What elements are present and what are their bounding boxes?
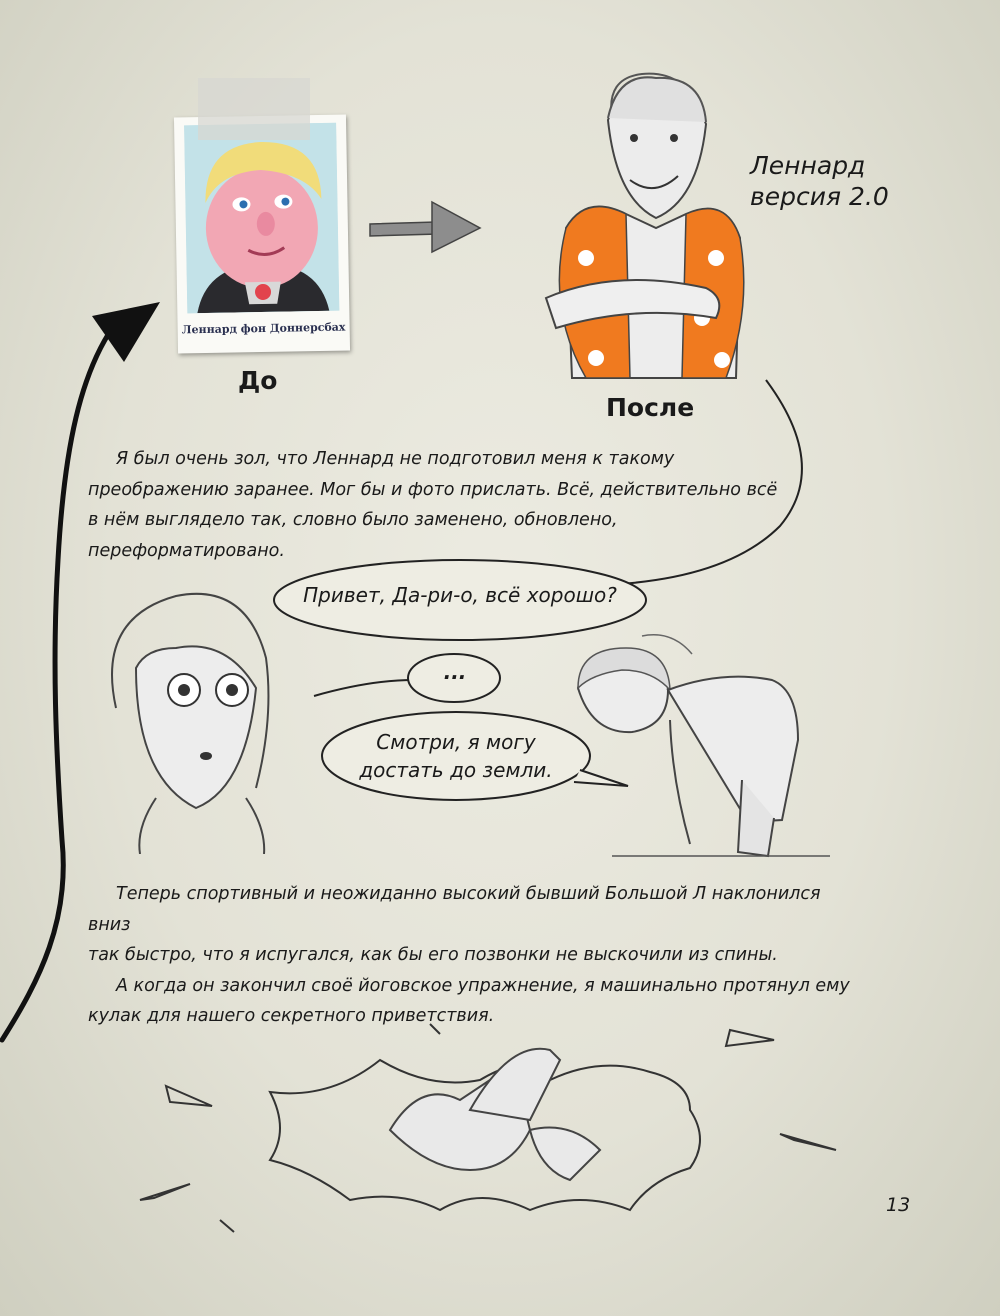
paragraph-1-line: преображению заранее. Мог бы и фото прислать. Всё, действительно всё bbox=[88, 479, 778, 500]
look-text bbox=[330, 728, 582, 784]
after-label: После bbox=[606, 393, 695, 422]
photo-caption: Леннард фон Доннерсбах bbox=[181, 320, 346, 337]
look-line-1: Смотри, я могу bbox=[376, 730, 536, 754]
portrait-image bbox=[184, 123, 339, 314]
paragraph-1-line: Я был очень зол, что Леннард не подготовил меня к такому bbox=[116, 449, 675, 469]
greeting-text: Привет, Да-ри-о, всё хорошо? bbox=[303, 583, 617, 607]
lennard-bending-drawing bbox=[572, 630, 832, 866]
paragraph-2-line: кулак для нашего секретного приветствия. bbox=[88, 1006, 495, 1026]
dario-drawing bbox=[96, 578, 296, 854]
paragraph-2 bbox=[88, 879, 868, 1032]
tape bbox=[198, 78, 310, 140]
lennard-after-drawing bbox=[526, 68, 752, 380]
version-line-1: Леннард bbox=[750, 151, 866, 180]
paragraph-2-line: так быстро, что я испугался, как бы его позвонки не выскочили из спины. bbox=[88, 945, 778, 965]
version-line-2: версия 2.0 bbox=[750, 182, 889, 211]
transform-arrow bbox=[366, 196, 486, 256]
handshake-burst-drawing bbox=[130, 1020, 850, 1250]
before-label: До bbox=[238, 366, 278, 395]
before-photo bbox=[174, 115, 350, 354]
paragraph-2-line: Теперь спортивный и неожиданно высокий бывший Большой Л наклонился вниз bbox=[88, 884, 821, 935]
look-line-2: достать до земли. bbox=[359, 758, 553, 782]
paragraph-2-line: А когда он закончил своё йоговское упражнение, я машинально протянул ему bbox=[116, 975, 850, 996]
silence-text: ... bbox=[443, 660, 467, 684]
paragraph-1-line: в нём выглядело так, словно было заменено, обновлено, переформатировано. bbox=[88, 510, 618, 561]
version-label bbox=[750, 150, 889, 212]
page-number: 13 bbox=[886, 1194, 911, 1216]
